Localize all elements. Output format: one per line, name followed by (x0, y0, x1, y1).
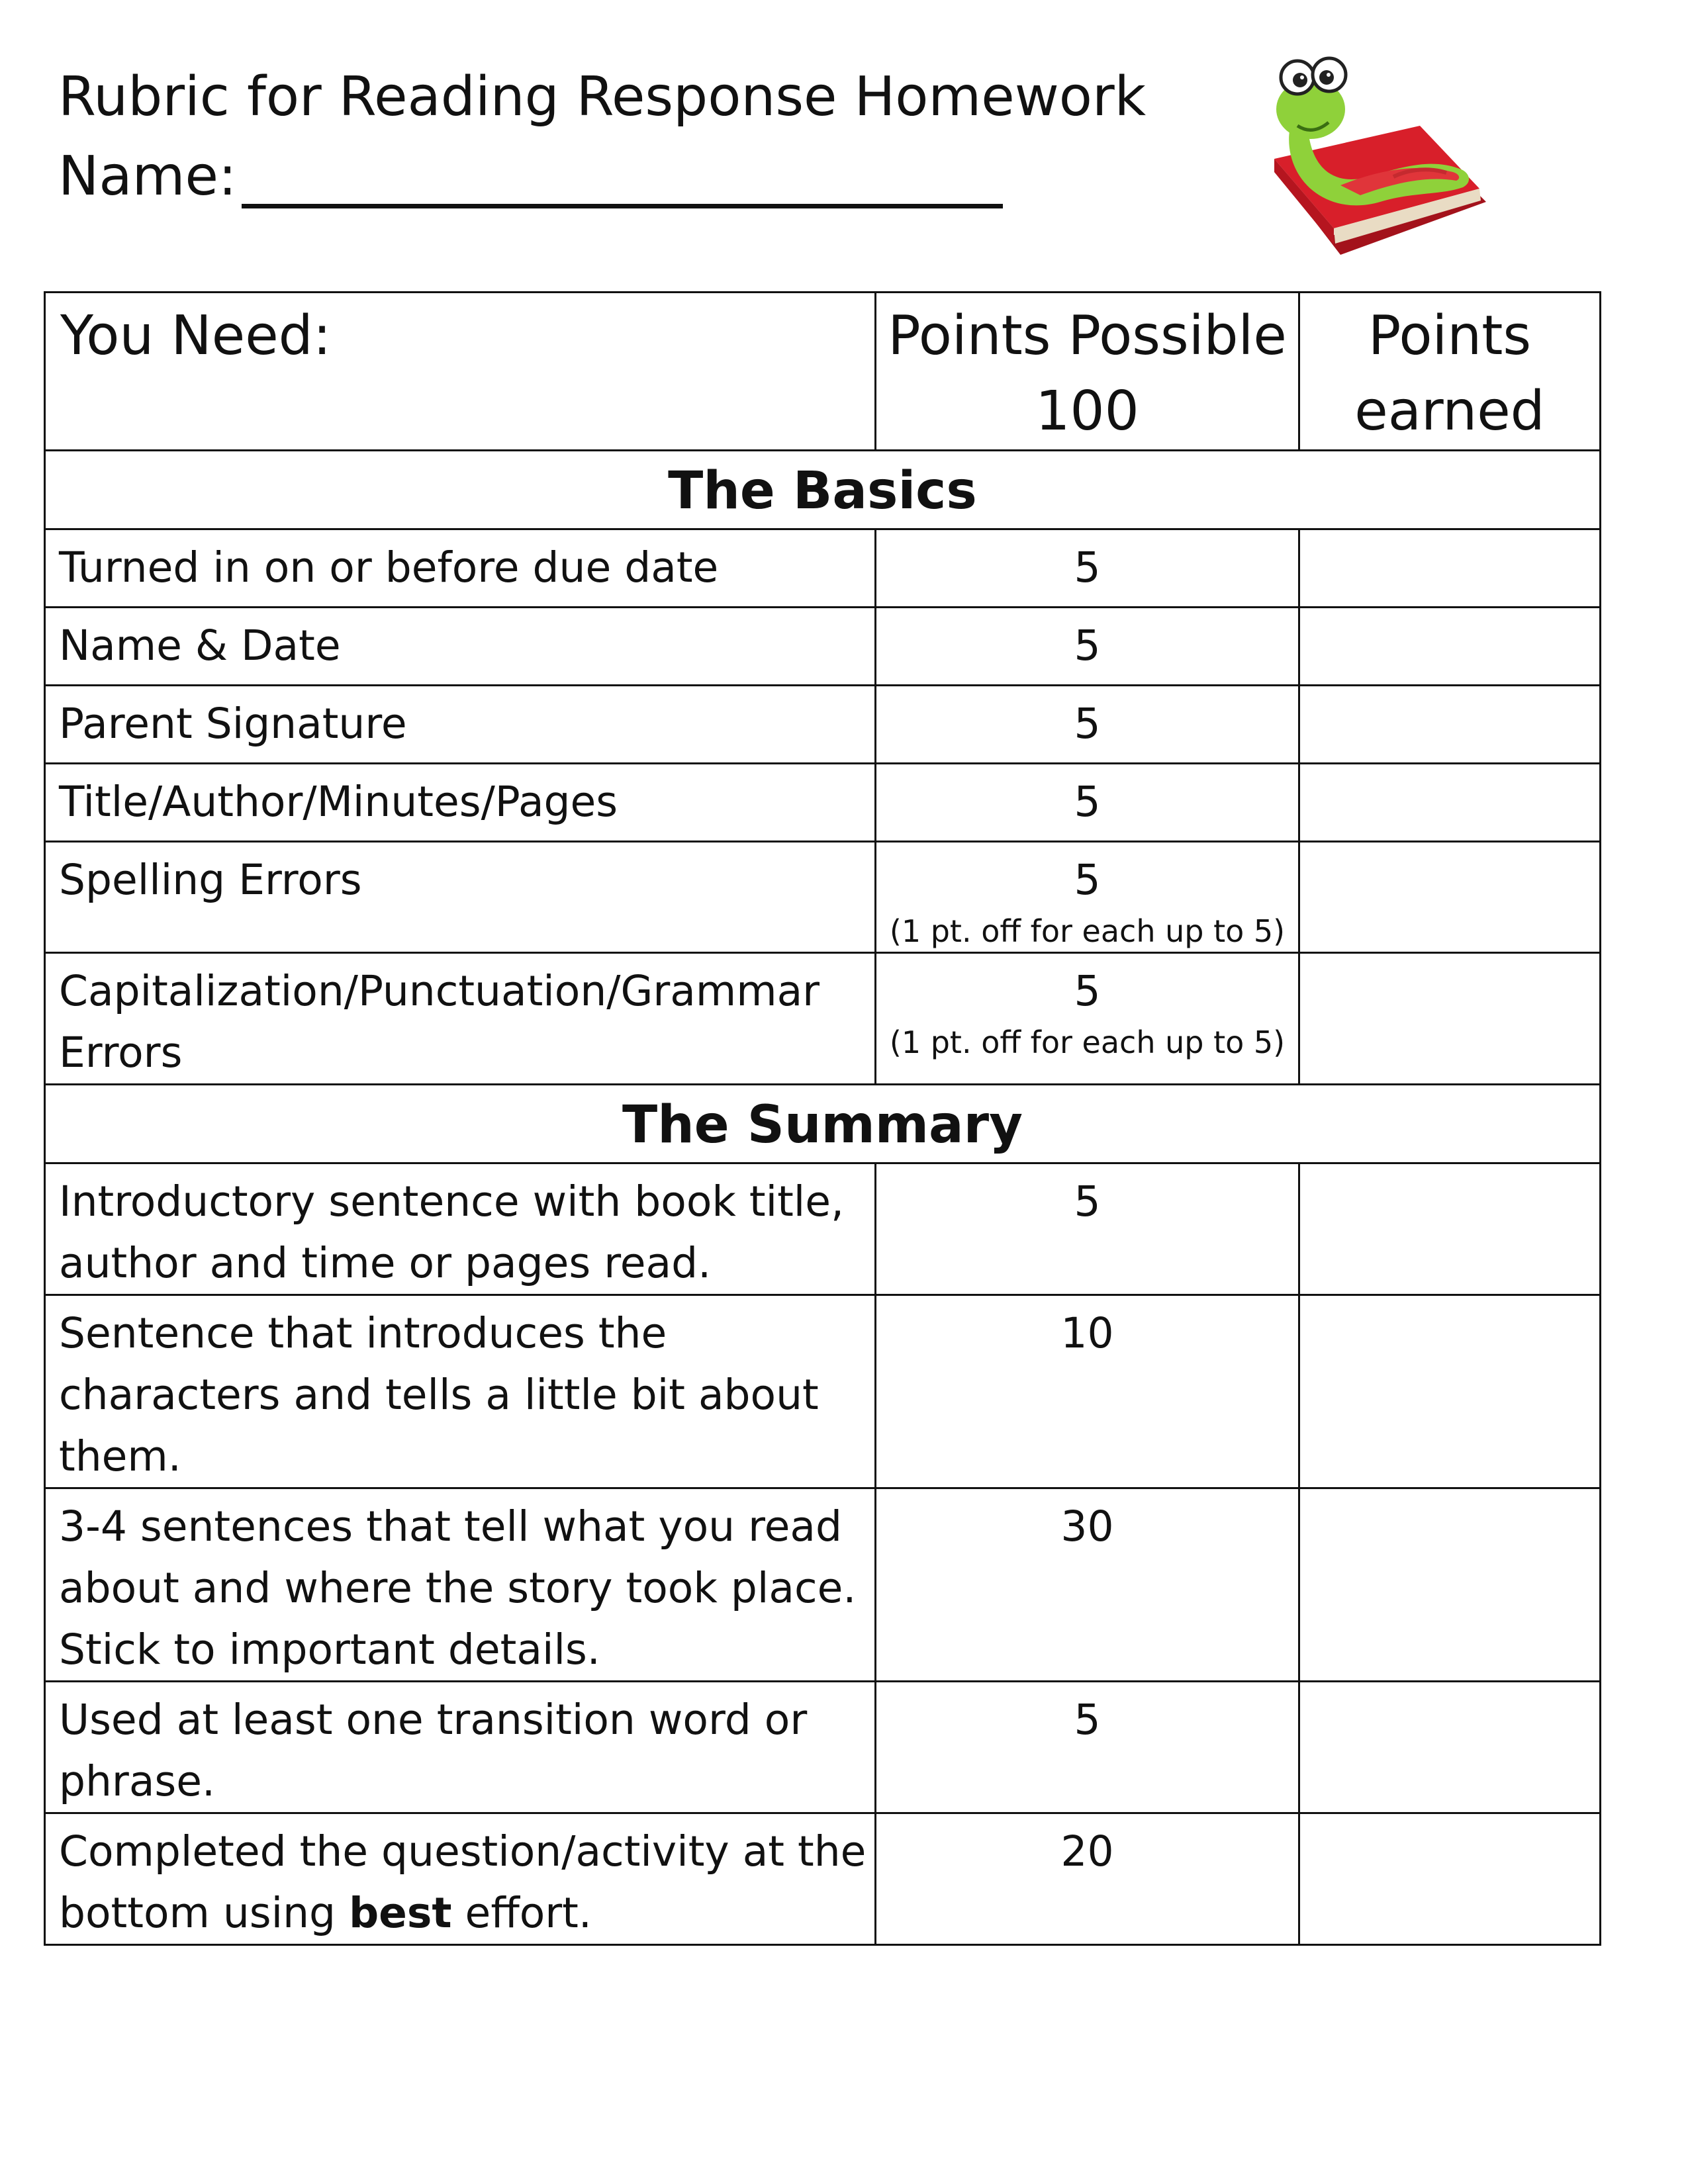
table-row (45, 764, 1601, 842)
points-possible-cell (876, 764, 1299, 842)
section-heading-basics: The Basics (45, 451, 1601, 529)
points-value: 5 (1074, 1696, 1101, 1744)
header-points-earned (1299, 293, 1601, 451)
points-value: 10 (1060, 1309, 1114, 1357)
criterion-cell: Introductory sentence with book title, author and time or pages read. (45, 1163, 876, 1295)
table-row (45, 842, 1601, 953)
name-blank-line (242, 204, 1003, 208)
header-points-possible-label: Points Possible (888, 304, 1287, 367)
points-possible-cell (876, 1163, 1299, 1295)
points-earned-cell[interactable] (1299, 686, 1601, 764)
criterion-cell: Spelling Errors (45, 842, 876, 953)
table-row (45, 1682, 1601, 1813)
points-value: 5 (1074, 778, 1101, 826)
points-value: 5 (1074, 967, 1101, 1015)
points-possible-cell (876, 1813, 1299, 1945)
points-possible-cell (876, 1295, 1299, 1488)
points-earned-cell[interactable] (1299, 842, 1601, 953)
table-row (45, 529, 1601, 608)
header-points-possible (876, 293, 1299, 451)
rubric-table (44, 291, 1601, 1946)
points-earned-cell[interactable] (1299, 1295, 1601, 1488)
table-row (45, 1488, 1601, 1682)
section-heading-summary: The Summary (45, 1085, 1601, 1163)
criterion-cell: Turned in on or before due date (45, 529, 876, 608)
criterion-cell: Parent Signature (45, 686, 876, 764)
points-possible-cell (876, 1488, 1299, 1682)
header-points-earned-line1: Points (1368, 304, 1532, 367)
page-title: Rubric for Reading Response Homework (58, 66, 1147, 128)
table-row (45, 608, 1601, 686)
deduction-note: (1 pt. off for each up to 5) (889, 1024, 1286, 1060)
deduction-note: (1 pt. off for each up to 5) (889, 913, 1286, 949)
section-row-summary (45, 1085, 1601, 1163)
table-header-row (45, 293, 1601, 451)
criterion-cell: Capitalization/Punctuation/Grammar Errors (45, 953, 876, 1085)
points-earned-cell[interactable] (1299, 608, 1601, 686)
criterion-cell: Sentence that introduces the characters and tells a little bit about them. (45, 1295, 876, 1488)
table-row (45, 1813, 1601, 1945)
table-row (45, 1163, 1601, 1295)
points-possible-cell (876, 842, 1299, 953)
criterion-cell: Used at least one transition word or phrase. (45, 1682, 876, 1813)
points-possible-cell (876, 608, 1299, 686)
points-earned-cell[interactable] (1299, 1163, 1601, 1295)
points-value: 30 (1060, 1502, 1114, 1551)
table-row (45, 686, 1601, 764)
criterion-cell: Name & Date (45, 608, 876, 686)
header-points-possible-total: 100 (1035, 380, 1139, 443)
criterion-cell (45, 1813, 876, 1945)
points-earned-cell[interactable] (1299, 529, 1601, 608)
points-earned-cell[interactable] (1299, 1682, 1601, 1813)
table-row (45, 953, 1601, 1085)
points-value: 5 (1074, 856, 1101, 904)
points-value: 5 (1074, 621, 1101, 670)
table-row (45, 1295, 1601, 1488)
name-label: Name: (58, 145, 237, 208)
points-earned-cell[interactable] (1299, 1488, 1601, 1682)
criterion-text-end: effort. (451, 1889, 592, 1937)
criterion-text-bold: best (349, 1889, 452, 1937)
header-you-need: You Need: (45, 293, 876, 451)
points-value: 5 (1074, 700, 1101, 748)
section-row-basics (45, 451, 1601, 529)
points-possible-cell (876, 686, 1299, 764)
points-earned-cell[interactable] (1299, 764, 1601, 842)
points-possible-cell (876, 529, 1299, 608)
points-value: 20 (1060, 1827, 1114, 1876)
points-possible-cell (876, 953, 1299, 1085)
points-possible-cell (876, 1682, 1299, 1813)
header-points-earned-line2: earned (1354, 380, 1545, 443)
criterion-text-start: Completed the question/activity at the bottom using (59, 1827, 867, 1937)
criterion-cell: Title/Author/Minutes/Pages (45, 764, 876, 842)
bookworm-icon (1261, 36, 1499, 288)
points-value: 5 (1074, 1177, 1101, 1226)
criterion-cell: 3-4 sentences that tell what you read about and where the story took place. Stick to important details. (45, 1488, 876, 1682)
points-earned-cell[interactable] (1299, 1813, 1601, 1945)
points-value: 5 (1074, 543, 1101, 592)
points-earned-cell[interactable] (1299, 953, 1601, 1085)
